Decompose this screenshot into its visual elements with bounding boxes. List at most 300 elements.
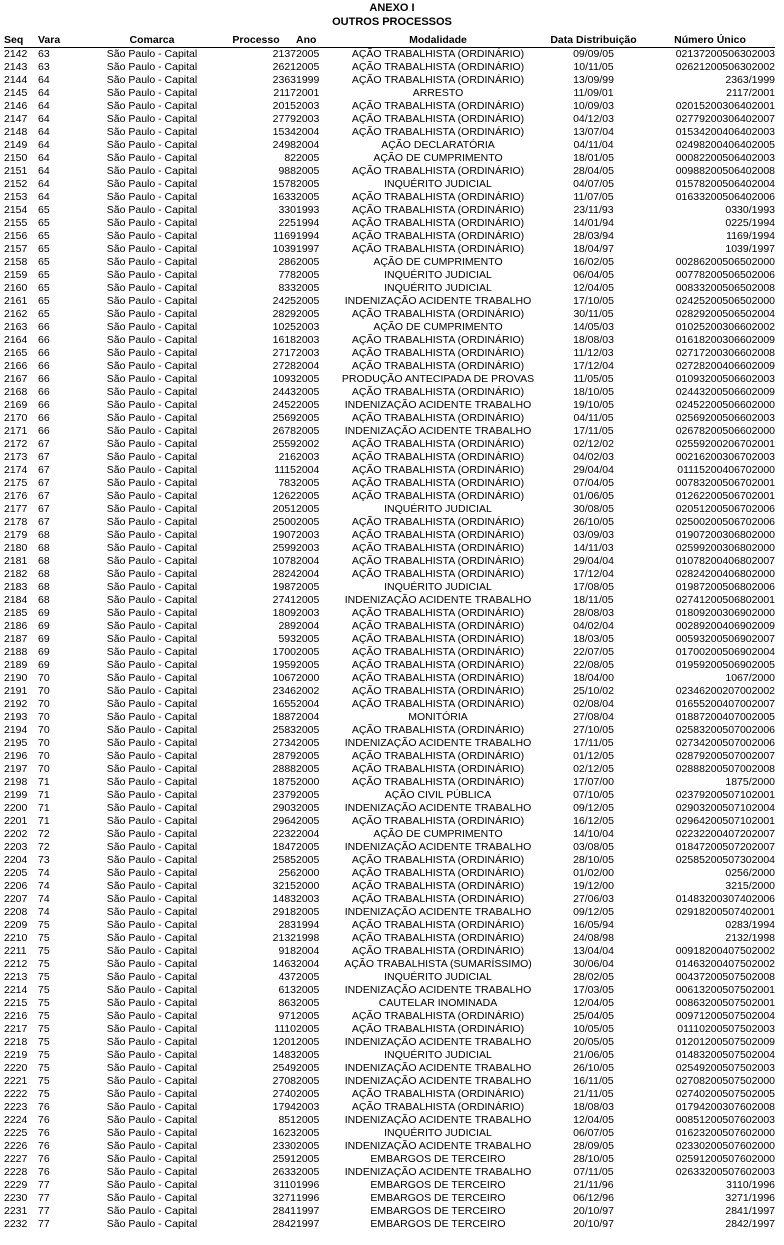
cell-data-distribuicao: 04/02/04 [573, 620, 614, 632]
cell-data-distribuicao: 21/11/96 [573, 1179, 614, 1191]
table-row [4, 893, 775, 906]
cell-seq: 2154 [4, 204, 28, 216]
table-row [4, 1192, 775, 1205]
cell-processo: 2734 [272, 737, 296, 749]
cell-data-distribuicao: 13/07/04 [573, 126, 614, 138]
cell-seq: 2216 [4, 1010, 28, 1022]
cell-vara: 75 [38, 932, 50, 944]
cell-ano: 2005 [296, 906, 320, 918]
cell-vara: 70 [38, 672, 50, 684]
cell-ano: 2005 [296, 152, 320, 164]
cell-data-distribuicao: 17/12/04 [573, 360, 614, 372]
cell-data-distribuicao: 10/05/05 [573, 1023, 614, 1035]
cell-numero-unico: 02964200507102001 [675, 815, 775, 827]
cell-processo: 2346 [272, 685, 296, 697]
cell-seq: 2209 [4, 919, 28, 931]
cell-comarca: São Paulo - Capital [106, 529, 198, 541]
table-row [4, 308, 775, 321]
cell-vara: 71 [38, 815, 50, 827]
cell-data-distribuicao: 18/08/03 [573, 334, 614, 346]
cell-data-distribuicao: 28/02/05 [573, 971, 614, 983]
cell-seq: 2175 [4, 477, 28, 489]
cell-modalidade: AÇÃO DE CUMPRIMENTO [373, 152, 503, 164]
document-title: ANEXO I [369, 2, 415, 14]
cell-numero-unico: 00613200507502001 [675, 984, 775, 996]
cell-processo: 437 [278, 971, 296, 983]
cell-modalidade: EMBARGOS DE TERCEIRO [370, 1179, 506, 1191]
cell-processo: 283 [278, 919, 296, 931]
cell-vara: 77 [38, 1205, 50, 1217]
table-row [4, 178, 775, 191]
table-row [4, 191, 775, 204]
cell-modalidade: AÇÃO TRABALHISTA (ORDINÁRIO) [351, 386, 525, 398]
cell-comarca: São Paulo - Capital [106, 1140, 198, 1152]
cell-processo: 1201 [272, 1036, 296, 1048]
cell-modalidade: EMBARGOS DE TERCEIRO [370, 1205, 506, 1217]
cell-modalidade: AÇÃO TRABALHISTA (ORDINÁRIO) [351, 776, 525, 788]
cell-data-distribuicao: 01/12/05 [573, 750, 614, 762]
cell-numero-unico: 01794200307602008 [675, 1101, 775, 1113]
cell-processo: 778 [278, 269, 296, 281]
cell-numero-unico: 0330/1993 [725, 204, 775, 216]
cell-modalidade: INDENIZAÇÃO ACIDENTE TRABALHO [344, 802, 532, 814]
cell-data-distribuicao: 12/04/05 [573, 997, 614, 1009]
table-row [4, 61, 775, 74]
cell-comarca: São Paulo - Capital [106, 1010, 198, 1022]
cell-ano: 2000 [296, 867, 320, 879]
cell-numero-unico: 01463200407502002 [675, 958, 775, 970]
cell-seq: 2208 [4, 906, 28, 918]
cell-comarca: São Paulo - Capital [106, 711, 198, 723]
table-row [4, 789, 775, 802]
cell-seq: 2170 [4, 412, 28, 424]
cell-seq: 2159 [4, 269, 28, 281]
cell-processo: 289 [278, 620, 296, 632]
cell-seq: 2217 [4, 1023, 28, 1035]
cell-ano: 2003 [296, 451, 320, 463]
cell-numero-unico: 02734200507002006 [675, 737, 775, 749]
cell-seq: 2181 [4, 555, 28, 567]
cell-seq: 2210 [4, 932, 28, 944]
cell-comarca: São Paulo - Capital [106, 1075, 198, 1087]
cell-seq: 2185 [4, 607, 28, 619]
cell-vara: 64 [38, 74, 50, 86]
cell-ano: 2005 [296, 763, 320, 775]
cell-comarca: São Paulo - Capital [106, 750, 198, 762]
cell-seq: 2212 [4, 958, 28, 970]
cell-modalidade: INQUÉRITO JUDICIAL [384, 178, 492, 190]
cell-modalidade: AÇÃO TRABALHISTA (ORDINÁRIO) [351, 347, 525, 359]
cell-processo: 2137 [272, 48, 296, 60]
cell-numero-unico: 02740200507502005 [675, 1088, 775, 1100]
cell-numero-unico: 01534200406402003 [675, 126, 775, 138]
cell-ano: 2004 [296, 711, 320, 723]
cell-ano: 2005 [296, 1153, 320, 1165]
cell-data-distribuicao: 16/05/94 [573, 919, 614, 931]
table-row [4, 763, 775, 776]
cell-modalidade: INDENIZAÇÃO ACIDENTE TRABALHO [344, 1114, 532, 1126]
cell-seq: 2158 [4, 256, 28, 268]
table-row [4, 1036, 775, 1049]
cell-comarca: São Paulo - Capital [106, 490, 198, 502]
cell-numero-unico: 00988200506402008 [675, 165, 775, 177]
cell-vara: 75 [38, 1010, 50, 1022]
cell-processo: 1700 [272, 646, 296, 658]
cell-ano: 2005 [296, 412, 320, 424]
table-row [4, 139, 775, 152]
cell-numero-unico: 02633200507602003 [675, 1166, 775, 1178]
cell-processo: 851 [278, 1114, 296, 1126]
cell-vara: 69 [38, 659, 50, 671]
table-row [4, 945, 775, 958]
cell-numero-unico: 02498200406402005 [675, 139, 775, 151]
cell-modalidade: EMBARGOS DE TERCEIRO [370, 1218, 506, 1230]
cell-seq: 2183 [4, 581, 28, 593]
cell-numero-unico: 01847200507202007 [675, 841, 775, 853]
cell-processo: 2599 [272, 542, 296, 554]
cell-processo: 2779 [272, 113, 296, 125]
cell-data-distribuicao: 04/07/05 [573, 178, 614, 190]
table-row [4, 360, 775, 373]
cell-data-distribuicao: 19/10/05 [573, 399, 614, 411]
cell-data-distribuicao: 17/03/05 [573, 984, 614, 996]
cell-modalidade: AÇÃO TRABALHISTA (ORDINÁRIO) [351, 464, 525, 476]
cell-numero-unico: 02599200306802000 [675, 542, 775, 554]
cell-comarca: São Paulo - Capital [106, 815, 198, 827]
cell-numero-unico: 02015200306402001 [675, 100, 775, 112]
cell-numero-unico: 01655200407002007 [675, 698, 775, 710]
cell-numero-unico: 01483200307402006 [675, 893, 775, 905]
cell-comarca: São Paulo - Capital [106, 633, 198, 645]
cell-ano: 2004 [296, 126, 320, 138]
cell-numero-unico: 0225/1994 [725, 217, 775, 229]
cell-seq: 2146 [4, 100, 28, 112]
cell-comarca: São Paulo - Capital [106, 997, 198, 1009]
cell-numero-unico: 02452200506602000 [675, 399, 775, 411]
cell-processo: 2330 [272, 1140, 296, 1152]
cell-ano: 2003 [296, 893, 320, 905]
cell-ano: 2005 [296, 308, 320, 320]
cell-vara: 67 [38, 451, 50, 463]
cell-numero-unico: 02585200507302004 [675, 854, 775, 866]
cell-comarca: São Paulo - Capital [106, 477, 198, 489]
cell-processo: 1534 [272, 126, 296, 138]
table-row [4, 1140, 775, 1153]
cell-modalidade: AÇÃO DE CUMPRIMENTO [373, 321, 503, 333]
cell-comarca: São Paulo - Capital [106, 1166, 198, 1178]
cell-processo: 1039 [272, 243, 296, 255]
cell-modalidade: AÇÃO DECLARATÓRIA [381, 139, 495, 151]
cell-seq: 2173 [4, 451, 28, 463]
cell-data-distribuicao: 17/10/05 [573, 295, 614, 307]
cell-comarca: São Paulo - Capital [106, 113, 198, 125]
cell-seq: 2230 [4, 1192, 28, 1204]
cell-vara: 77 [38, 1179, 50, 1191]
table-row [4, 490, 775, 503]
cell-data-distribuicao: 13/04/04 [573, 945, 614, 957]
table-body [4, 48, 775, 1232]
cell-comarca: São Paulo - Capital [106, 763, 198, 775]
cell-seq: 2223 [4, 1101, 28, 1113]
cell-processo: 918 [278, 945, 296, 957]
table-row [4, 386, 775, 399]
cell-vara: 67 [38, 464, 50, 476]
cell-numero-unico: 2842/1997 [725, 1218, 775, 1230]
cell-data-distribuicao: 13/09/99 [573, 74, 614, 86]
table-row [4, 217, 775, 230]
cell-data-distribuicao: 26/10/05 [573, 516, 614, 528]
cell-ano: 2005 [296, 399, 320, 411]
table-row [4, 529, 775, 542]
cell-comarca: São Paulo - Capital [106, 464, 198, 476]
cell-seq: 2213 [4, 971, 28, 983]
cell-data-distribuicao: 11/12/03 [573, 347, 614, 359]
cell-data-distribuicao: 21/11/05 [573, 1088, 614, 1100]
cell-vara: 65 [38, 217, 50, 229]
cell-vara: 64 [38, 165, 50, 177]
cell-modalidade: INDENIZAÇÃO ACIDENTE TRABALHO [344, 295, 532, 307]
cell-ano: 2004 [296, 620, 320, 632]
cell-seq: 2144 [4, 74, 28, 86]
cell-numero-unico: 02829200506502004 [675, 308, 775, 320]
cell-processo: 2964 [272, 815, 296, 827]
cell-seq: 2162 [4, 308, 28, 320]
cell-seq: 2202 [4, 828, 28, 840]
cell-processo: 2452 [272, 399, 296, 411]
cell-comarca: São Paulo - Capital [106, 87, 198, 99]
cell-data-distribuicao: 28/03/94 [573, 230, 614, 242]
cell-ano: 2003 [296, 529, 320, 541]
cell-vara: 66 [38, 373, 50, 385]
table-row [4, 1101, 775, 1114]
cell-numero-unico: 3110/1996 [726, 1179, 775, 1191]
cell-numero-unico: 02717200306602008 [675, 347, 775, 359]
cell-comarca: São Paulo - Capital [106, 1114, 198, 1126]
cell-numero-unico: 00286200506502000 [675, 256, 775, 268]
cell-modalidade: AÇÃO DE CUMPRIMENTO [373, 256, 503, 268]
cell-numero-unico: 02741200506802001 [675, 594, 775, 606]
cell-numero-unico: 02443200506602009 [675, 386, 775, 398]
cell-data-distribuicao: 29/04/04 [573, 555, 614, 567]
cell-ano: 2005 [296, 1010, 320, 1022]
cell-data-distribuicao: 21/06/05 [573, 1049, 614, 1061]
cell-vara: 65 [38, 204, 50, 216]
cell-modalidade: AÇÃO TRABALHISTA (ORDINÁRIO) [351, 568, 525, 580]
cell-vara: 76 [38, 1140, 50, 1152]
cell-numero-unico: 02346200207002002 [675, 685, 775, 697]
cell-ano: 2005 [296, 1049, 320, 1061]
cell-vara: 75 [38, 971, 50, 983]
cell-processo: 1809 [272, 607, 296, 619]
cell-data-distribuicao: 03/08/05 [573, 841, 614, 853]
cell-numero-unico: 01115200406702000 [677, 464, 775, 476]
cell-data-distribuicao: 18/11/05 [573, 594, 614, 606]
cell-comarca: São Paulo - Capital [106, 685, 198, 697]
column-header-modalidade: Modalidade [334, 34, 542, 48]
cell-data-distribuicao: 17/11/05 [573, 737, 614, 749]
cell-ano: 1997 [296, 1205, 320, 1217]
cell-numero-unico: 00783200506702001 [675, 477, 775, 489]
cell-vara: 70 [38, 750, 50, 762]
cell-vara: 66 [38, 425, 50, 437]
cell-comarca: São Paulo - Capital [106, 594, 198, 606]
cell-seq: 2204 [4, 854, 28, 866]
cell-ano: 2004 [296, 555, 320, 567]
cell-comarca: São Paulo - Capital [106, 1088, 198, 1100]
table-row [4, 867, 775, 880]
cell-seq: 2151 [4, 165, 28, 177]
cell-comarca: São Paulo - Capital [106, 1192, 198, 1204]
cell-comarca: São Paulo - Capital [106, 386, 198, 398]
cell-ano: 2004 [296, 828, 320, 840]
cell-data-distribuicao: 07/10/05 [573, 789, 614, 801]
table-row [4, 633, 775, 646]
cell-data-distribuicao: 26/10/05 [573, 1062, 614, 1074]
cell-data-distribuicao: 24/08/98 [573, 932, 614, 944]
cell-data-distribuicao: 29/04/04 [573, 464, 614, 476]
cell-numero-unico: 02559200206702001 [675, 438, 775, 450]
cell-processo: 82 [284, 152, 296, 164]
cell-seq: 2177 [4, 503, 28, 515]
cell-modalidade: AÇÃO TRABALHISTA (ORDINÁRIO) [351, 74, 525, 86]
cell-ano: 2003 [296, 347, 320, 359]
cell-seq: 2201 [4, 815, 28, 827]
cell-vara: 64 [38, 113, 50, 125]
cell-vara: 77 [38, 1218, 50, 1230]
cell-data-distribuicao: 07/11/05 [573, 1166, 614, 1178]
cell-comarca: São Paulo - Capital [106, 984, 198, 996]
cell-vara: 75 [38, 945, 50, 957]
cell-processo: 2425 [272, 295, 296, 307]
cell-seq: 2167 [4, 373, 28, 385]
cell-numero-unico: 00851200507602003 [675, 1114, 775, 1126]
cell-seq: 2211 [4, 945, 27, 957]
table-row [4, 646, 775, 659]
cell-vara: 64 [38, 191, 50, 203]
cell-comarca: São Paulo - Capital [106, 620, 198, 632]
cell-vara: 73 [38, 854, 50, 866]
table-row [4, 1179, 775, 1192]
cell-data-distribuicao: 17/12/04 [573, 568, 614, 580]
cell-ano: 2005 [296, 646, 320, 658]
cell-processo: 783 [278, 477, 296, 489]
cell-processo: 2841 [272, 1205, 296, 1217]
cell-comarca: São Paulo - Capital [106, 152, 198, 164]
cell-numero-unico: 01618200306602009 [675, 334, 775, 346]
cell-seq: 2184 [4, 594, 28, 606]
cell-processo: 1794 [272, 1101, 296, 1113]
table-row [4, 412, 775, 425]
cell-numero-unico: 01700200506902004 [675, 646, 775, 658]
cell-comarca: São Paulo - Capital [106, 893, 198, 905]
cell-seq: 2195 [4, 737, 28, 749]
cell-seq: 2174 [4, 464, 28, 476]
cell-comarca: São Paulo - Capital [106, 1023, 198, 1035]
cell-vara: 67 [38, 503, 50, 515]
table-row [4, 1114, 775, 1127]
cell-comarca: São Paulo - Capital [106, 919, 198, 931]
cell-data-distribuicao: 30/08/05 [573, 503, 614, 515]
cell-comarca: São Paulo - Capital [106, 308, 198, 320]
cell-comarca: São Paulo - Capital [106, 932, 198, 944]
cell-processo: 2569 [272, 412, 296, 424]
cell-modalidade: EMBARGOS DE TERCEIRO [370, 1153, 506, 1165]
cell-modalidade: AÇÃO TRABALHISTA (ORDINÁRIO) [351, 698, 525, 710]
table-row [4, 1049, 775, 1062]
table-row [4, 321, 775, 334]
cell-modalidade: AÇÃO TRABALHISTA (ORDINÁRIO) [351, 893, 525, 905]
cell-processo: 2918 [272, 906, 296, 918]
cell-seq: 2165 [4, 347, 28, 359]
cell-modalidade: INDENIZAÇÃO ACIDENTE TRABALHO [344, 1166, 532, 1178]
cell-data-distribuicao: 10/11/05 [573, 61, 614, 73]
cell-vara: 69 [38, 646, 50, 658]
cell-processo: 3215 [272, 880, 296, 892]
cell-ano: 1994 [296, 217, 320, 229]
cell-ano: 2005 [296, 1166, 320, 1178]
cell-processo: 2583 [272, 724, 296, 736]
cell-modalidade: INDENIZAÇÃO ACIDENTE TRABALHO [344, 737, 532, 749]
cell-comarca: São Paulo - Capital [106, 360, 198, 372]
cell-vara: 75 [38, 919, 50, 931]
cell-seq: 2194 [4, 724, 28, 736]
table-row [4, 438, 775, 451]
table-row [4, 399, 775, 412]
cell-modalidade: AÇÃO TRABALHISTA (ORDINÁRIO) [351, 204, 525, 216]
cell-seq: 2228 [4, 1166, 28, 1178]
cell-seq: 2176 [4, 490, 28, 502]
cell-vara: 70 [38, 737, 50, 749]
cell-numero-unico: 02051200506702006 [675, 503, 775, 515]
cell-ano: 2004 [296, 958, 320, 970]
cell-modalidade: AÇÃO TRABALHISTA (ORDINÁRIO) [351, 607, 525, 619]
table-row [4, 48, 775, 62]
cell-data-distribuicao: 28/04/05 [573, 165, 614, 177]
cell-comarca: São Paulo - Capital [106, 1036, 198, 1048]
table-row [4, 1088, 775, 1101]
cell-ano: 2005 [296, 165, 320, 177]
cell-vara: 66 [38, 321, 50, 333]
cell-vara: 76 [38, 1153, 50, 1165]
cell-seq: 2180 [4, 542, 28, 554]
cell-modalidade: AÇÃO TRABALHISTA (ORDINÁRIO) [351, 100, 525, 112]
cell-modalidade: AÇÃO TRABALHISTA (ORDINÁRIO) [351, 126, 525, 138]
cell-vara: 67 [38, 490, 50, 502]
table-row [4, 152, 775, 165]
cell-data-distribuicao: 14/01/94 [573, 217, 614, 229]
cell-ano: 2005 [296, 1140, 320, 1152]
cell-data-distribuicao: 04/02/03 [573, 451, 614, 463]
cell-modalidade: AÇÃO CIVIL PÚBLICA [384, 789, 492, 801]
cell-processo: 225 [278, 217, 296, 229]
cell-modalidade: PRODUÇÃO ANTECIPADA DE PROVAS [341, 373, 535, 385]
cell-comarca: São Paulo - Capital [106, 581, 198, 593]
cell-ano: 2005 [296, 61, 320, 73]
cell-data-distribuicao: 18/04/00 [573, 672, 614, 684]
cell-vara: 77 [38, 1192, 50, 1204]
cell-seq: 2163 [4, 321, 28, 333]
cell-comarca: São Paulo - Capital [106, 425, 198, 437]
cell-seq: 2143 [4, 61, 28, 73]
cell-seq: 2169 [4, 399, 28, 411]
cell-ano: 2003 [296, 113, 320, 125]
table-row [4, 243, 775, 256]
cell-seq: 2200 [4, 802, 28, 814]
table-row [4, 594, 775, 607]
cell-ano: 2003 [296, 321, 320, 333]
cell-processo: 1887 [272, 711, 296, 723]
cell-data-distribuicao: 14/05/03 [573, 321, 614, 333]
